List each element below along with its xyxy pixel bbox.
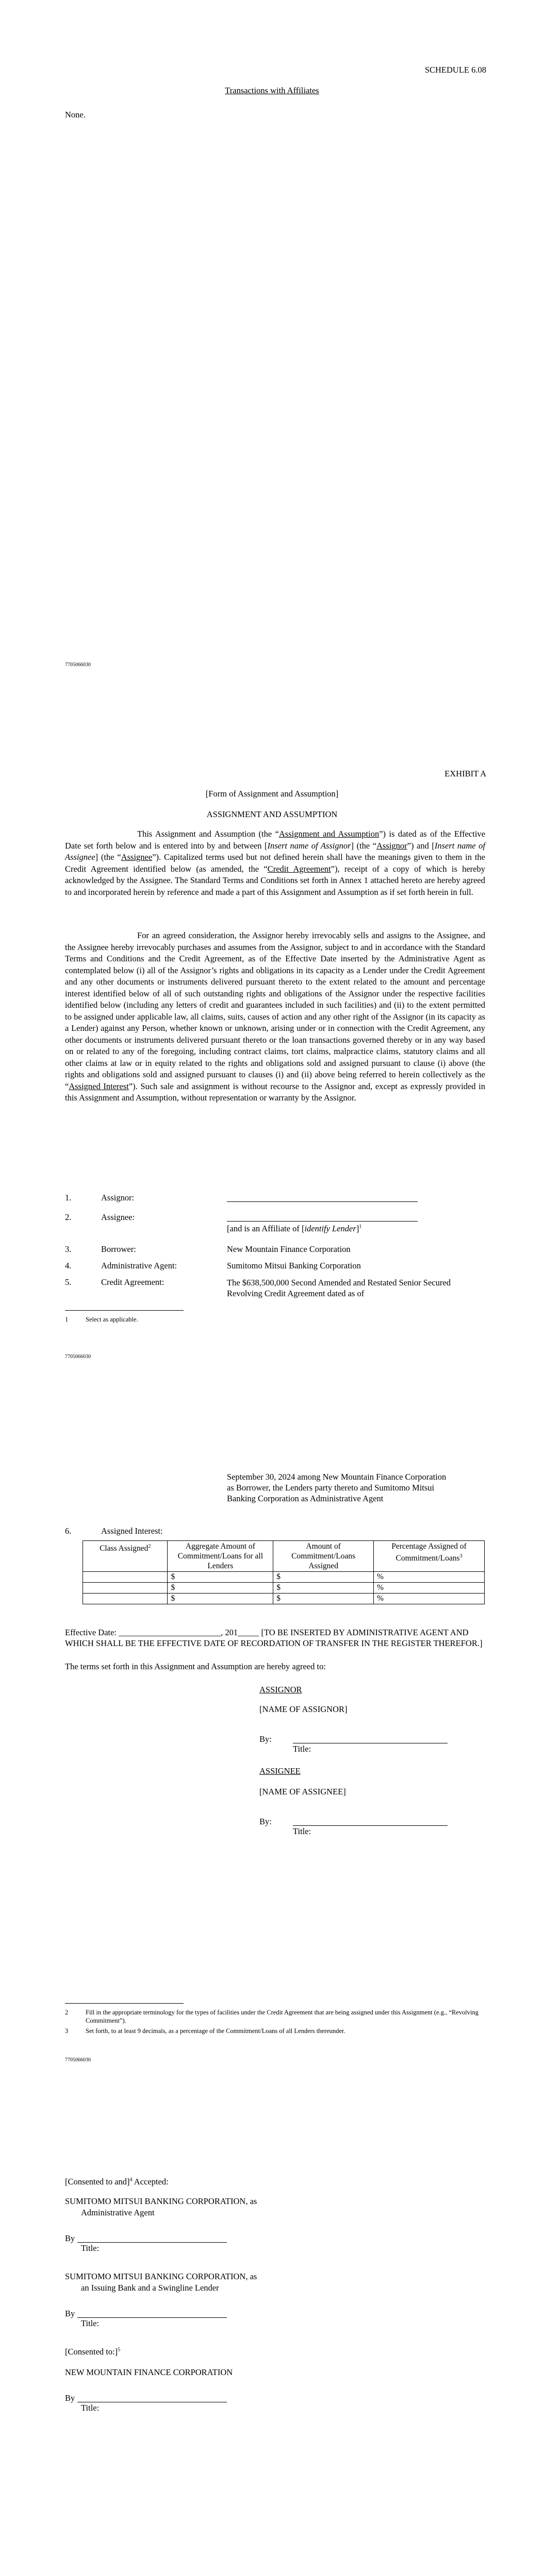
affiliate-note: [and is an Affiliate of [identify Lender]$^1$ (227, 1224, 362, 1233)
assignor-signature-line[interactable] (293, 1742, 448, 1743)
by-label: By (65, 2309, 75, 2318)
assignee-signature-line[interactable] (293, 1825, 448, 1826)
schedule-number: SCHEDULE 6.08 (424, 65, 486, 75)
borrower-name: NEW MOUNTAIN FINANCE CORPORATION (65, 2367, 233, 2377)
amount-cell[interactable]: $ (273, 1583, 374, 1594)
page-exhibit (0, 703, 544, 1406)
consented-to: [Consented to:]$^5$ (65, 2347, 121, 2357)
effective-date: Effective Date: ________________________, 201_____ [TO BE INSERTED BY ADMINISTRATIVE AGENT AND WHICH SHALL BE THE EFFECTIVE DATE OF RECORDATION OF TRANSFER IN THE REGISTER THEREFOR.] (65, 1628, 483, 1648)
item-number: 6. (65, 1526, 72, 1536)
page-consents (0, 2110, 544, 2576)
table-row (83, 1583, 485, 1594)
aggregate-cell[interactable]: $ (168, 1583, 273, 1594)
agent-name: SUMITOMO MITSUI BANKING CORPORATION, as (65, 2196, 257, 2206)
borrower-label: Borrower: (101, 1244, 136, 1254)
assignor-name: [NAME OF ASSIGNOR] (259, 1704, 348, 1714)
col-percentage: Percentage Assigned of Commitment/Loans$^3$ (374, 1541, 485, 1572)
page-assigned-interest (0, 1406, 544, 2110)
assignee-name: [NAME OF ASSIGNEE] (259, 1787, 346, 1797)
class-cell[interactable] (83, 1583, 168, 1594)
assignee-heading: ASSIGNEE (259, 1766, 301, 1776)
assigned-interest-table (83, 1540, 485, 1604)
percentage-cell[interactable]: % (374, 1594, 485, 1604)
credit-agreement-value: The $638,500,000 Second Amended and Restated Senior Secured Revolving Credit Agreement dated as of (227, 1278, 451, 1298)
paragraph-consideration: For an agreed consideration, the Assignor hereby irrevocably sells and assigns to the Assignee, and the Assignee hereby irrevocably purchases and assumes from the Assignor, subject to and in accordance with the Standard Terms and Conditions and the Credit Agreement, as of the Effective Date inserted by the Administrative Agent as contemplated below (i) all of the Assignor’s rights and obligations in its capacity as a Lender under the Credit Agreement and any other documents or instruments delivered pursuant thereto to the extent related to the amount and percentage interest identified below of all of such outstanding rights and obligations of the Assignor under the respective facilities identified below (including any letters of credit and guarantees included in such facilities) and (ii) to the extent permitted to be assigned under applicable law, all claims, suits, causes of action and any other right of the Assignor (in its capacity as a Lender) against any Person, whether known or unknown, arising under or in connection with the Credit Agreement, any other documents or instruments delivered pursuant thereto or the loan transactions governed thereby or in any way based on or related to any of the foregoing, including contract claims, tort claims, malpractice claims, statutory claims and all other claims at law or in equity related to the rights and obligations sold and assigned pursuant to clause (i) above (the rights and obligations sold and assigned pursuant to clauses (i) and (ii) above being referred to herein collectively as the “Assigned Interest”). Such sale and assignment is without recourse to the Assignor and, except as expressly provided in this Assignment and Assumption, without representation or warranty by the Assignor. (65, 930, 485, 1103)
class-cell[interactable] (83, 1572, 168, 1583)
item-number: 2. (65, 1212, 72, 1222)
item-number: 1. (65, 1193, 72, 1202)
exhibit-label: EXHIBIT A (444, 769, 486, 778)
page-schedule (0, 0, 544, 703)
amount-cell[interactable]: $ (273, 1594, 374, 1604)
doc-id: 7705066030 (65, 1354, 91, 1360)
class-cell[interactable] (83, 1594, 168, 1604)
paragraph-intro: This Assignment and Assumption (the “Assignment and Assumption”) is dated as of the Effective Date set forth below and is entered into by and between [Insert name of Assignor] (the “Assignor”) and [Insert name of Assignee] (the “Assignee”). Capitalized terms used but not defined herein shall have the meanings given to them in the Credit Agreement identified below (as amended, the “Credit Agreement”), receipt of a copy of which is hereby acknowledged by the Assignee. The Standard Terms and Conditions set forth in Annex 1 attached hereto are hereby agreed to and incorporated herein by reference and made a part of this Assignment and Assumption as if set forth herein in full. (65, 829, 485, 897)
col-amount: Amount of Commitment/Loans Assigned (273, 1541, 374, 1572)
issuing-bank-signature-line[interactable] (77, 2317, 227, 2318)
agent-role: Administrative Agent (81, 2208, 155, 2217)
schedule-body: None. (65, 110, 86, 120)
table-row (83, 1572, 485, 1583)
exhibit-heading: ASSIGNMENT AND ASSUMPTION (206, 809, 338, 819)
assignor-label: Assignor: (101, 1193, 135, 1202)
col-class: Class Assigned$^2$ (83, 1541, 168, 1572)
col-aggregate: Aggregate Amount of Commitment/Loans for all Lenders (168, 1541, 273, 1572)
borrower-value: New Mountain Finance Corporation (227, 1244, 351, 1254)
doc-id: 7705066030 (65, 2057, 91, 2063)
footnote-1: 1 Select as applicable. (65, 1316, 138, 1323)
agent-signature-line[interactable] (77, 2242, 227, 2243)
credit-agreement-label: Credit Agreement: (101, 1277, 164, 1287)
assignor-heading: ASSIGNOR (259, 1685, 302, 1694)
percentage-cell[interactable]: % (374, 1572, 485, 1583)
assignee-blank[interactable] (227, 1221, 418, 1222)
aggregate-cell[interactable]: $ (168, 1572, 273, 1583)
consented-accepted: [Consented to and]$^4$ Accepted: (65, 2177, 169, 2187)
item-number: 3. (65, 1244, 72, 1254)
issuing-bank-role: an Issuing Bank and a Swingline Lender (81, 2283, 219, 2293)
by-label: By: (259, 1734, 272, 1744)
amount-cell[interactable]: $ (273, 1572, 374, 1583)
title-label: Title: (81, 2318, 100, 2328)
by-label: By (65, 2233, 75, 2243)
assignee-label: Assignee: (101, 1212, 135, 1222)
terms-agreed: The terms set forth in this Assignment and Assumption are hereby agreed to: (65, 1662, 326, 1671)
aggregate-cell[interactable]: $ (168, 1594, 273, 1604)
assignor-blank[interactable] (227, 1201, 418, 1202)
schedule-title: Transactions with Affiliates (225, 86, 319, 95)
agent-label: Administrative Agent: (101, 1261, 177, 1270)
form-title: [Form of Assignment and Assumption] (205, 789, 339, 799)
doc-id: 7705066030 (65, 662, 91, 668)
title-label: Title: (81, 2243, 100, 2253)
by-label: By (65, 2393, 75, 2403)
footnote-rule (65, 2003, 184, 2004)
item-number: 4. (65, 1261, 72, 1270)
title-label: Title: (293, 1826, 311, 1836)
item-number: 5. (65, 1277, 72, 1287)
assigned-interest-label: Assigned Interest: (101, 1526, 163, 1536)
borrower-signature-line[interactable] (77, 2401, 227, 2402)
title-label: Title: (293, 1744, 311, 1754)
credit-agreement-continued: September 30, 2024 among New Mountain Finance Corporation as Borrower, the Lenders party thereto and Sumitomo Mitsui Banking Corporation as Administrative Agent (227, 1472, 447, 1503)
percentage-cell[interactable]: % (374, 1583, 485, 1594)
footnote-rule (65, 1310, 184, 1311)
footnote-3: 3 Set forth, to at least 9 decimals, as a percentage of the Commitment/Loans of all Lenders thereunder. (65, 2027, 345, 2035)
agent-value: Sumitomo Mitsui Banking Corporation (227, 1261, 361, 1270)
issuing-bank-name: SUMITOMO MITSUI BANKING CORPORATION, as (65, 2272, 257, 2281)
footnote-2: 2 Fill in the appropriate terminology for the types of facilities under the Credit Agreement that are being assigned under this Assignment (e.g., “Revolving Commitment”). (65, 2009, 479, 2024)
title-label: Title: (81, 2403, 100, 2413)
by-label: By: (259, 1817, 272, 1826)
table-row (83, 1594, 485, 1604)
